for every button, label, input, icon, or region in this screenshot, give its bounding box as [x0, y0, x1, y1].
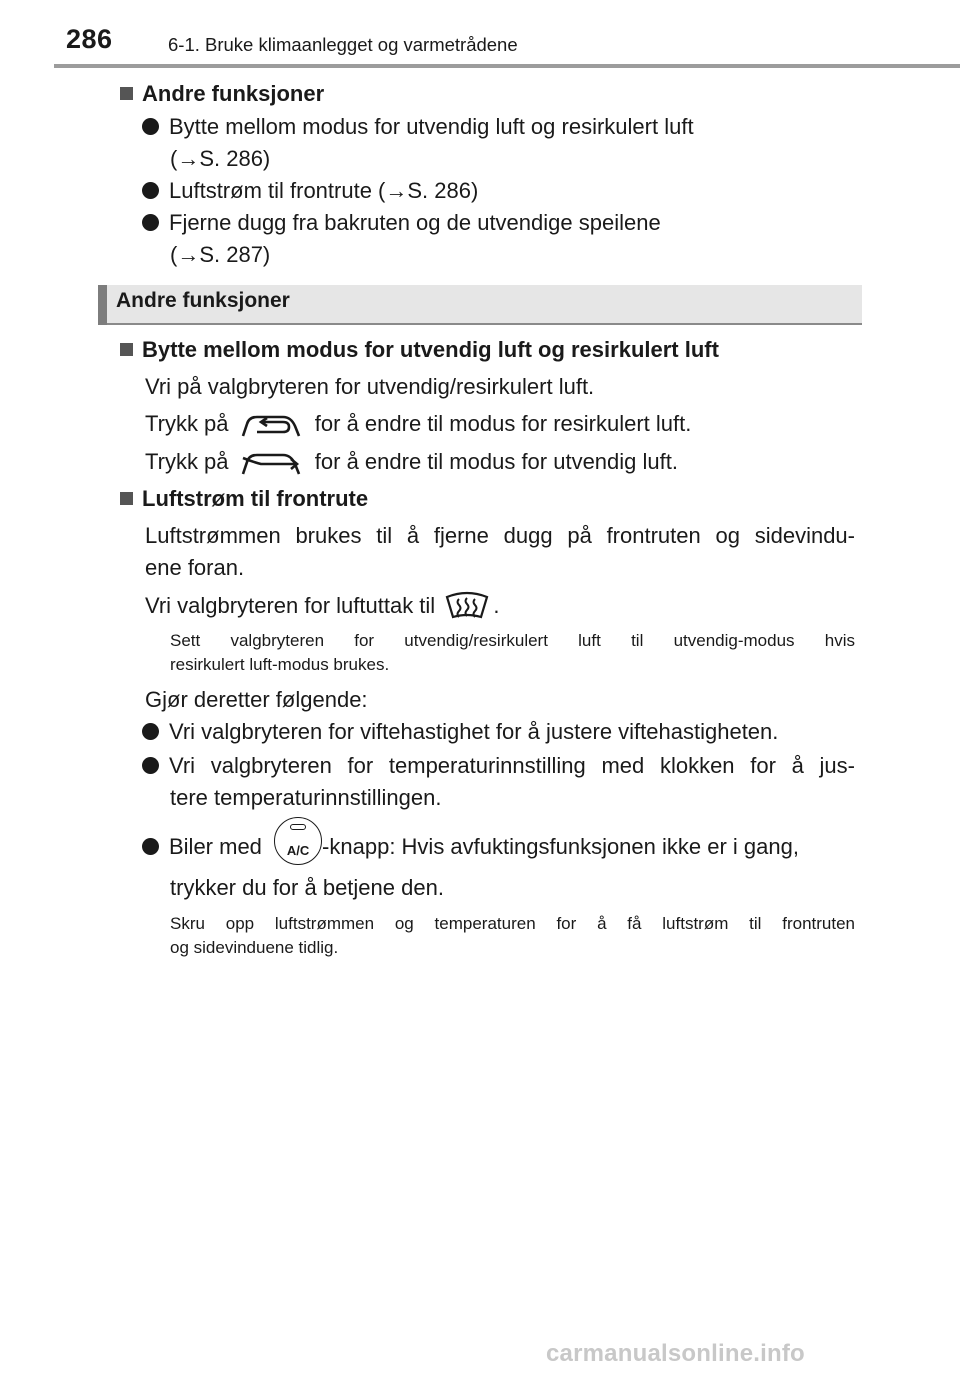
- defroster-icon: [443, 587, 491, 623]
- bullet-icon: [142, 757, 159, 774]
- intro-item-2: Luftstrøm til frontrute (→S. 286): [142, 175, 478, 206]
- bullet-icon: [142, 838, 159, 855]
- intro-item-1: Bytte mellom modus for utvendig luft og resirkulert luft: [142, 111, 694, 142]
- intro-item-3: Fjerne dugg fra bakruten og de utvendige speilene: [142, 207, 661, 238]
- windshield-para-line1: Luftstrømmen brukes til å fjerne dugg på frontruten og sidevindu-: [145, 523, 855, 548]
- temperature-bullet-line2: tere temperaturinnstillingen.: [170, 785, 442, 810]
- square-bullet-icon: [120, 87, 133, 100]
- header-rule: [54, 64, 960, 68]
- ac-button-label: A/C: [286, 843, 310, 859]
- final-note-line1: Skru opp luftstrømmen og temperaturen for å få luftstrøm til frontruten: [170, 914, 855, 933]
- final-note-line2: og sidevinduene tidlig.: [170, 938, 339, 957]
- outside-air-icon: [239, 448, 303, 478]
- recirculated-air-icon: [239, 410, 303, 440]
- temperature-bullet-line1: Vri valgbryteren for temperaturinnstilling med klokken for å jus-: [142, 750, 855, 781]
- switch-mode-line3: Trykk på for å endre til modus for utvendig luft.: [145, 446, 678, 478]
- switch-mode-line1: Vri på valgbryteren for utvendig/resirkulert luft.: [145, 374, 595, 399]
- section-bar-accent: [98, 285, 107, 325]
- windshield-note-line2: resirkulert luft-modus brukes.: [170, 655, 390, 674]
- windshield-para-line2: ene foran.: [145, 555, 245, 580]
- bullet-icon: [142, 182, 159, 199]
- ac-indicator-icon: [290, 824, 306, 830]
- bullet-icon: [142, 723, 159, 740]
- windshield-note-line1: Sett valgbryteren for utvendig/resirkulert luft til utvendig-modus hvis: [170, 631, 855, 650]
- then-text: Gjør deretter følgende:: [145, 687, 368, 712]
- intro-item-3-ref[interactable]: (→S. 287): [170, 242, 271, 267]
- windshield-heading: Luftstrøm til frontrute: [120, 483, 368, 514]
- fan-speed-bullet: Vri valgbryteren for viftehastighet for å justere viftehastigheten.: [142, 716, 778, 747]
- page-number: 286: [66, 24, 113, 54]
- chapter-title: 6-1. Bruke klimaanlegget og varmetrådene: [168, 34, 518, 55]
- square-bullet-icon: [120, 343, 133, 356]
- section-heading: Andre funksjoner: [116, 289, 290, 312]
- bullet-icon: [142, 118, 159, 135]
- switch-mode-heading: Bytte mellom modus for utvendig luft og resirkulert luft: [120, 334, 719, 365]
- square-bullet-icon: [120, 492, 133, 505]
- switch-mode-line2: Trykk på for å endre til modus for resirkulert luft.: [145, 408, 691, 440]
- ac-bullet-line2: trykker du for å betjene den.: [170, 875, 444, 900]
- ac-button-icon: [274, 817, 322, 865]
- windshield-turn: Vri valgbryteren for luftuttak til .: [145, 590, 499, 623]
- ac-bullet-line1: Biler med A/C -knapp: Hvis avfuktingsfunksjonen ikke er i gang,: [142, 831, 799, 865]
- intro-item-1-ref[interactable]: (→S. 286): [170, 146, 271, 171]
- intro-heading: Andre funksjoner: [120, 78, 324, 109]
- section-heading-bar: [98, 285, 862, 325]
- watermark: carmanualsonline.info: [546, 1340, 805, 1367]
- bullet-icon: [142, 214, 159, 231]
